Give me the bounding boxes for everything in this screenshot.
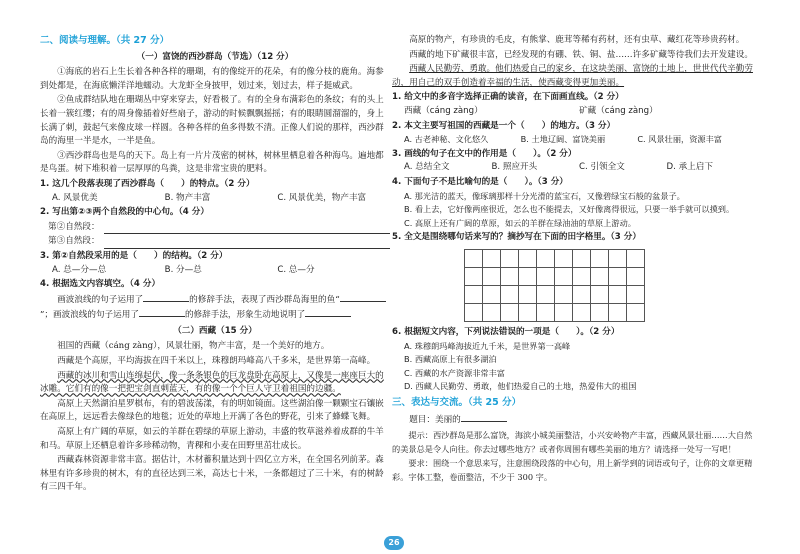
passage-paragraph: 祖国的西藏（cáng zàng），风景壮丽，物产丰富，是一个美好的地方。 [57,341,330,352]
grid-cell[interactable] [555,268,573,286]
option-a[interactable]: A. 古老神秘、文化悠久 [404,134,489,145]
grid-cell[interactable] [465,268,483,286]
grid-cell[interactable] [519,268,537,286]
right-column [392,34,754,485]
fill-blank[interactable] [143,292,189,302]
fill-text: ”；画波浪线的句子运用了 [40,310,139,321]
grid-cell[interactable] [609,304,627,322]
fill-text: 画波浪线的句子运用了 [57,294,144,305]
passage-paragraph: 高原上天然湖泊星罗棋布，有的碧波荡漾，有的明如镜面。这些湖泊像一颗颗宝石镶嵌在高原上，远远看去像绿色的地毯；近处的草地上开满了各色的野花，引来了蜂蝶飞舞。 [40,398,384,423]
question-3: 3. 画线的句子在文中的作用是（ ）。（2 分） [392,148,577,159]
question-2: 2. 写出第②③两个自然段的中心句。（4 分） [40,207,209,218]
passage-paragraph: 西藏的冰川和雪山连绵起伏，像一条条银色的巨龙盘卧在高原上，又像是一座座巨大的冰雕。它们有的像一把把宝剑直刺蓝天，有的像一个个巨人守卫着祖国的边疆。 [40,370,384,395]
grid-cell[interactable] [465,250,483,268]
passage-title-xisha: （一）富饶的西沙群岛（节选）（12 分） [136,51,294,62]
option-c[interactable]: C. 引领全文 [579,162,625,173]
option-a[interactable]: A. 总结全文 [404,162,450,173]
grid-cell[interactable] [519,250,537,268]
section-title-writing: 三、表达与交流。（共 25 分） [392,396,522,408]
answer-label: 第③自然段： [48,236,100,247]
question-1: 1. 给文中的多音字选择正确的读音，在下面画直线。（2 分） [392,92,624,103]
grid-cell[interactable] [591,268,609,286]
option-b[interactable]: B. 照应开头 [491,162,538,173]
option-c[interactable]: C. 风景壮丽，资源丰富 [637,134,722,145]
grid-cell[interactable] [627,250,645,268]
grid-cell[interactable] [501,250,519,268]
passage-paragraph: ③西沙群岛也是鸟的天下。岛上有一片片茂密的树林，树林里栖息着各种海鸟。遍地都是鸟蛋。树下堆积着一层厚厚的鸟粪，这是非常宝贵的肥料。 [40,150,384,175]
grid-cell[interactable] [519,286,537,304]
passage-paragraph: 高原的物产，有珍贵的毛皮，有熊掌、鹿茸等稀有药材，还有虫草、藏红花等珍贵药材。 [409,35,745,45]
grid-cell[interactable] [573,250,591,268]
page-number-badge: 26 [384,536,404,550]
passage-paragraph: 西藏的地下矿藏很丰富，已经发现的有硼、铁、铜、盐……许多矿藏等待我们去开发建设。 [409,49,753,60]
grid-cell[interactable] [627,304,645,322]
grid-cell[interactable] [537,304,555,322]
option-c[interactable]: C. 西藏的水产资源非常丰富 [404,367,505,378]
grid-cell[interactable] [483,304,501,322]
grid-cell[interactable] [501,268,519,286]
grid-cell[interactable] [627,286,645,304]
grid-cell[interactable] [537,268,555,286]
essay-requirements: 要求：围绕一个意思来写，注意围绕段落的中心句，用上新学到的词语或句子，让你的文章更精彩。字体工整，卷面整洁，不少于 300 字。 [392,458,753,482]
option-d[interactable]: D. 承上启下 [666,162,713,173]
essay-hint: 提示：西沙群岛是那么富饶，海滨小城美丽整洁，小兴安岭物产丰富，西藏风景壮丽……大自然的美景总是令人向往。你去过哪些地方？或者你周围有哪些美丽的地方？请选择一处写一写吧！ [392,430,753,454]
question-6: 6. 根据短文内容，下列说法错误的一项是（ ）。（2 分） [392,326,620,337]
question-1-options [52,192,390,206]
grid-cell[interactable] [573,286,591,304]
option-a[interactable]: A. 那光洁的蓝天，像琢璃那样十分光滑的蓝宝石，又像碧绿宝石般的盆景子。 [404,190,685,201]
answer-line[interactable] [48,235,390,249]
passage-paragraph: 高原上有广阔的草原，如云的羊群在碧绿的草原上游动，丰盛的牧草滋养着成群的牛羊和马。草原上还栖息着许多珍稀动物，青稞和小麦在田野里茁壮成长。 [40,427,384,451]
essay-topic [392,412,754,428]
grid-cell[interactable] [591,286,609,304]
grid-cell[interactable] [591,250,609,268]
grid-cell[interactable] [555,286,573,304]
grid-cell[interactable] [627,268,645,286]
option-a[interactable]: A. 总—分—总 [52,264,107,275]
fill-in-text [40,292,390,323]
fill-blank[interactable] [340,292,386,302]
left-column [40,34,390,496]
question-2: 2. 本文主要写祖国的西藏是一个（ ）的地方。（3 分） [392,120,616,131]
answer-label: 第②自然段： [48,221,100,232]
option-d[interactable]: D. 西藏人民勤劳、勇敢，他们热爱自己的土地，热爱伟大的祖国 [404,381,637,392]
grid-cell[interactable] [465,286,483,304]
grid-cell[interactable] [537,286,555,304]
passage-paragraph: ②鱼成群结队地在珊瑚丛中穿来穿去，好看极了。有的全身布满彩色的条纹；有的头上长着一簇红缨；有的周身像插着好些扇子，游动的时候飘飘摇摇；有的眼睛圆溜溜的，身上长满了刺，鼓起气来像皮球一样圆。各种各样的鱼多得数不清。正像人们说的那样，西沙群岛的海里一半是水，一半是鱼。 [40,95,384,147]
option-b[interactable]: B. 西藏高原上有很多湖泊 [404,354,497,365]
fill-text: 的修辞手法，形象生动地说明了 [184,310,306,321]
answer-line[interactable] [48,221,390,235]
writing-grid[interactable] [464,249,754,322]
grid-cell[interactable] [537,250,555,268]
grid-cell[interactable] [501,286,519,304]
grid-cell[interactable] [501,304,519,322]
question-1: 1. 这几个段落表现了西沙群岛（ ）的特点。（2 分） [40,178,255,189]
grid-cell[interactable] [465,304,483,322]
topic-blank[interactable] [461,412,507,422]
pinyin-choice[interactable]: 西藏（cáng zàng） [404,105,483,116]
question-4: 4. 根据选文内容填空。（4 分） [40,279,161,290]
grid-cell[interactable] [483,286,501,304]
fill-blank[interactable] [139,307,185,317]
grid-cell[interactable] [519,304,537,322]
grid-cell[interactable] [609,250,627,268]
option-c[interactable]: C. 高原上还有广阔的草原，如云的羊群在绿油油的草原上游动。 [404,217,636,228]
answer-blank[interactable] [104,238,390,249]
grid-cell[interactable] [555,250,573,268]
question-2-options [404,133,754,147]
option-c[interactable]: C. 风景优美，物产丰富 [277,192,367,203]
option-a[interactable]: A. 珠穆朗玛峰海拔近九千米，是世界第一高峰 [404,340,571,351]
question-3-options [404,161,754,175]
tianzige-grid[interactable] [464,249,645,322]
section-title-reading: 二、阅读与理解。（共 27 分） [40,35,170,46]
grid-cell[interactable] [591,304,609,322]
passage-paragraph: 西藏是个高原，平均海拔在四千米以上，珠穆朗玛峰高八千多米，是世界第一高峰。 [57,356,376,367]
grid-cell[interactable] [609,286,627,304]
option-a[interactable]: A. 风景优美 [52,192,98,203]
option-b[interactable]: B. 土地辽阔、富饶美丽 [520,134,606,145]
grid-cell[interactable] [573,304,591,322]
fill-text: 的修辞手法，表现了西沙群岛海里的鱼“ [189,294,340,305]
question-3: 3. 第②自然段采用的是（ ）的结构。（2 分） [40,250,228,261]
grid-cell[interactable] [555,304,573,322]
grid-cell[interactable] [573,268,591,286]
passage-paragraph: 西藏森林资源非常丰富。据估计，木材蓄积量达到十四亿立方米，在全国名列前茅。森林里有许多珍贵的树木，有的直径达到三米，高达七十米，一条都超过了三十米，有的树龄有三四千年。 [40,455,384,493]
option-c[interactable]: C. 总—分 [277,264,315,275]
passage-title-xizang: （二）西藏（15 分） [173,325,257,336]
pinyin-choice[interactable]: 矿藏（cáng zàng） [579,105,658,116]
question-1-options [404,105,754,119]
grid-cell[interactable] [483,268,501,286]
option-b[interactable]: B. 物产丰富 [164,192,211,203]
grid-cell[interactable] [609,268,627,286]
option-b[interactable]: B. 看上去，它好像两座很近，怎么也不能提去，又好像离得很远，只要一举手就可以摸到。 [404,204,735,215]
option-b[interactable]: B. 分—总 [164,264,202,275]
fill-blank[interactable] [305,307,351,317]
grid-cell[interactable] [483,250,501,268]
answer-blank[interactable] [104,223,390,234]
topic-label: 题目：美丽的 [409,415,461,426]
question-5: 5. 全文是围绕哪句话来写的？摘抄写在下面的田字格里。（3 分） [392,232,641,243]
passage-paragraph: 西藏人民勤劳、勇敢。他们热爱自己的家乡，在这块美丽、富饶的土地上，世世代代辛勤劳动，用自己的双手创造着幸福的生活，使西藏变得更加美丽。 [392,64,753,88]
passage-paragraph: ①海底的岩石上生长着各种各样的珊瑚，有的像绽开的花朵，有的像分枝的鹿角。海参到处都是，在海底懒洋洋地蠕动。大龙虾全身披甲，划过来，划过去，样子挺威武。 [40,67,384,91]
question-3-options [52,264,390,278]
question-4: 4. 下面句子不是比喻句的是（ ）。（3 分） [392,176,568,187]
